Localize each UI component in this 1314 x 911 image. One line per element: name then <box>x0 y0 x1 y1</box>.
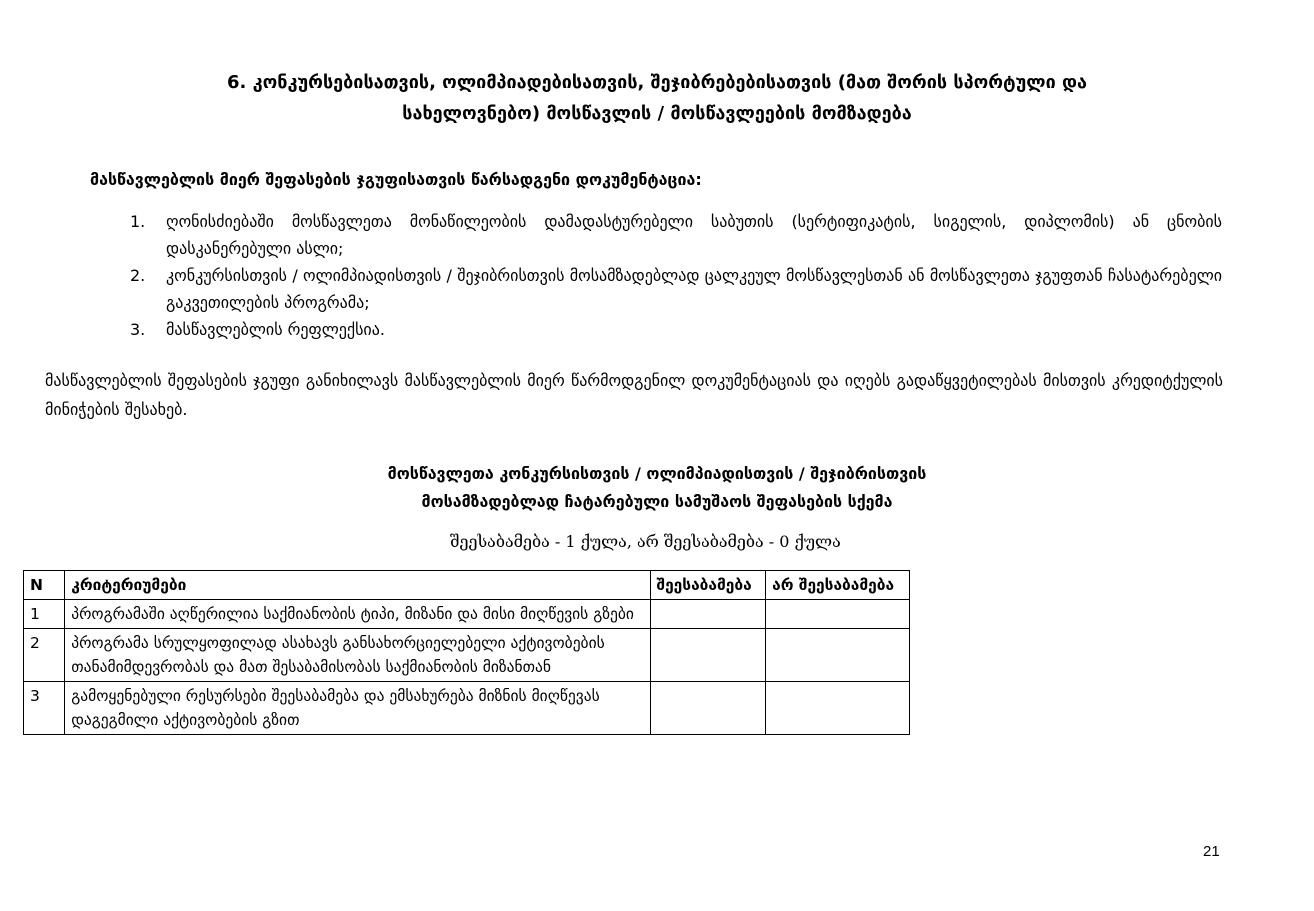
table-row <box>24 682 910 735</box>
list-item-text: ღონისძიებაში მოსწავლეთა მონაწილეობის დამადასტურებელი საბუთის (სერტიფიკატის, სიგელის, დიპლომის) ან ცნობის დასკანერებული ასლი; <box>166 212 1222 258</box>
row-no-match-cell[interactable] <box>766 629 910 682</box>
page-number: 21 <box>1203 843 1220 860</box>
documents-heading: მასწავლებლის მიერ შეფასების ჯგუფისათვის წარსადგენი დოკუმენტაცია: <box>90 170 702 189</box>
evaluation-table <box>23 570 910 735</box>
evaluation-title-line-1: მოსწავლეთა კონკურსისთვის / ოლიმპიადისთვის / შეჯიბრისთვის <box>387 464 927 483</box>
row-no-match-cell[interactable] <box>766 600 910 629</box>
list-item-text: კონკურსისთვის / ოლიმპიადისთვის / შეჯიბრისთვის მოსამზადებლად ცალკეულ მოსწავლესთან ან მოსწავლეთა ჯგუფთან ჩასატარებელი გაკვეთილების პროგრამა; <box>166 266 1222 312</box>
header-no-match: არ შეესაბამება <box>766 571 910 600</box>
list-item-number: 1. <box>130 212 146 231</box>
row-criteria: პროგრამა სრულყოფილად ასახავს განსახორციელებელი აქტივობების თანამიმდევრობას და მათ შესაბამისობას საქმიანობის მიზანთან <box>65 629 650 682</box>
documents-list-item <box>130 262 1222 316</box>
documents-list-item <box>130 316 1222 343</box>
row-number: 2 <box>24 629 65 682</box>
row-match-cell[interactable] <box>650 629 766 682</box>
section-title-line-1: 6. კონკურსებისათვის, ოლიმპიადებისათვის, შეჯიბრებებისათვის (მათ შორის სპორტული და <box>226 72 1088 93</box>
row-match-cell[interactable] <box>650 600 766 629</box>
row-number: 1 <box>24 600 65 629</box>
evaluation-title-line-2: მოსამზადებლად ჩატარებული სამუშაოს შეფასების სქემა <box>421 492 893 511</box>
list-item-text: მასწავლებლის რეფლექსია. <box>166 320 385 339</box>
decision-paragraph: მასწავლებლის შეფასების ჯგუფი განიხილავს მასწავლებლის მიერ წარმოდგენილ დოკუმენტაციას და იღებს გადაწყვეტილებას მისთვის კრედიტქულის მინიჭების შესახებ. <box>45 371 1223 419</box>
row-number: 3 <box>24 682 65 735</box>
list-item-number: 3. <box>130 320 146 339</box>
table-row <box>24 629 910 682</box>
table-header-row <box>24 571 910 600</box>
table-row <box>24 600 910 629</box>
list-item-number: 2. <box>130 266 146 285</box>
row-criteria: პროგრამაში აღწერილია საქმიანობის ტიპი, მიზანი და მისი მიღწევის გზები <box>65 600 650 629</box>
documents-list-item <box>130 208 1222 262</box>
header-match: შეესაბამება <box>650 571 766 600</box>
documents-list <box>130 208 1222 343</box>
scoring-note: შეესაბამება - 1 ქულა, არ შეესაბამება - 0 ქულა <box>450 532 841 551</box>
section-title-line-2: სახელოვნებო) მოსწავლის / მოსწავლეების მომზადება <box>402 103 912 124</box>
header-n: N <box>24 571 65 600</box>
row-no-match-cell[interactable] <box>766 682 910 735</box>
header-criteria: კრიტერიუმები <box>65 571 650 600</box>
row-criteria: გამოყენებული რესურსები შეესაბამება და ემსახურება მიზნის მიღწევას დაგეგმილი აქტივობების გზით <box>65 682 650 735</box>
row-match-cell[interactable] <box>650 682 766 735</box>
